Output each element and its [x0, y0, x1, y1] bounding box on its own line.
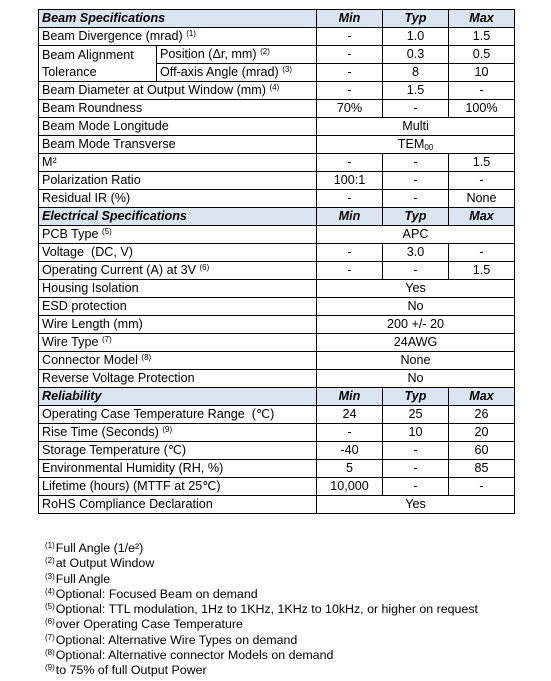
row-label: Polarization Ratio [39, 172, 317, 190]
footnotes [45, 541, 478, 679]
table-row [39, 100, 515, 118]
max-value: 1.5 [449, 28, 515, 46]
min-value: - [317, 244, 383, 262]
table-row [39, 352, 515, 370]
table-row [39, 496, 515, 514]
merged-value: APC [317, 226, 515, 244]
table-row [39, 226, 515, 244]
table-row [39, 172, 515, 190]
table-row [39, 478, 515, 496]
min-value: - [317, 262, 383, 280]
row-label: Beam Roundness [39, 100, 317, 118]
footnote: $^{(9)}$to 75% of full Output Power [45, 663, 207, 678]
row-label: Operating Case Temperature Range (℃) [39, 406, 317, 424]
min-value: 10,000 [317, 478, 383, 496]
typ-value: - [383, 154, 449, 172]
min-value: 24 [317, 406, 383, 424]
max-value: 85 [449, 460, 515, 478]
max-value: 1.5 [449, 154, 515, 172]
max-value: 10 [449, 64, 515, 82]
max-header: Max [449, 388, 515, 406]
merged-value: Yes [317, 496, 515, 514]
table-row [39, 280, 515, 298]
typ-value: - [383, 460, 449, 478]
min-value: - [317, 46, 383, 64]
typ-value: 10 [383, 424, 449, 442]
merged-value: $TEM_{00}$ [317, 136, 515, 154]
min-header: Min [317, 388, 383, 406]
row-label: ESD protection [39, 298, 317, 316]
spec-sheet [38, 9, 514, 514]
footnote-mark: (1) [186, 29, 196, 38]
footnote: $^{(6)}$over Operating Case Temperature [45, 617, 243, 632]
max-value: None [449, 190, 515, 208]
max-value: 20 [449, 424, 515, 442]
footnote-mark: (8) [141, 353, 152, 362]
merged-value: Yes [317, 280, 515, 298]
electrical-header-row [39, 208, 515, 226]
min-value: 70% [317, 100, 383, 118]
row-label: RoHS Compliance Declaration [39, 496, 317, 514]
merged-value: Multi [317, 118, 515, 136]
typ-value: - [383, 190, 449, 208]
typ-header: Typ [383, 388, 449, 406]
section-title: Beam Specifications [39, 10, 317, 28]
merged-value: 200 +/- 20 [317, 316, 515, 334]
table-row [39, 298, 515, 316]
typ-value: 1.0 [383, 28, 449, 46]
beam-header-row [39, 10, 515, 28]
row-label: Housing Isolation [39, 280, 317, 298]
section-title: Reliability [39, 388, 317, 406]
footnote-mark: (4) [269, 83, 280, 92]
merged-value: No [317, 298, 515, 316]
footnote: $^{(4)}$Optional: Focused Beam on demand [45, 586, 258, 601]
min-value: - [317, 154, 383, 172]
table-row [39, 262, 515, 280]
table-row [39, 190, 515, 208]
spec-table [38, 9, 515, 514]
table-row [39, 316, 515, 334]
footnote-mark: (9) [162, 425, 173, 434]
table-row [39, 334, 515, 352]
row-label: M² [39, 154, 317, 172]
row-label: Storage Temperature (℃) [39, 442, 317, 460]
merged-value: 24AWG [317, 334, 515, 352]
max-value: - [449, 172, 515, 190]
row-label: Wire Length (mm) [39, 316, 317, 334]
typ-value: - [383, 262, 449, 280]
footnote-mark: (6) [199, 263, 210, 272]
max-value: 1.5 [449, 262, 515, 280]
min-value: - [317, 190, 383, 208]
row-label: Reverse Voltage Protection [39, 370, 317, 388]
min-value: - [317, 28, 383, 46]
typ-header: Typ [383, 10, 449, 28]
max-header: Max [449, 10, 515, 28]
table-row [39, 460, 515, 478]
table-row [39, 28, 515, 46]
typ-header: Typ [383, 208, 449, 226]
row-label: Beam Alignment Tolerance [39, 46, 157, 82]
section-title: Electrical Specifications [39, 208, 317, 226]
max-header: Max [449, 208, 515, 226]
typ-value: 3.0 [383, 244, 449, 262]
min-value: -40 [317, 442, 383, 460]
table-row [39, 136, 515, 154]
row-sublabel: Off-axis Angle (mrad) $^{(3)}$ [157, 64, 317, 82]
footnote-mark: (3) [282, 65, 293, 74]
row-sublabel: Position (Δr, mm) $^{(2)}$ [157, 46, 317, 64]
row-label: Operating Current (A) at 3V $^{(6)}$ [39, 262, 317, 280]
table-row [39, 424, 515, 442]
max-value: - [449, 244, 515, 262]
row-label: Residual IR (%) [39, 190, 317, 208]
row-label: Voltage (DC, V) [39, 244, 317, 262]
max-value: 26 [449, 406, 515, 424]
max-value: 60 [449, 442, 515, 460]
min-value: - [317, 64, 383, 82]
merged-value: None [317, 352, 515, 370]
footnote-mark: (7) [101, 335, 112, 344]
row-label: Beam Diameter at Output Window (mm) $^{(4)}$ [39, 82, 317, 100]
max-value: - [449, 478, 515, 496]
footnote: $^{(7)}$Optional: Alternative Wire Types on demand [45, 632, 298, 647]
row-label: Lifetime (hours) (MTTF at 25℃) [39, 478, 317, 496]
table-row [39, 442, 515, 460]
table-row [39, 46, 515, 64]
min-header: Min [317, 10, 383, 28]
typ-value: 25 [383, 406, 449, 424]
typ-value: - [383, 478, 449, 496]
row-label: PCB Type $^{(5)}$ [39, 226, 317, 244]
min-value: - [317, 424, 383, 442]
row-label: Beam Divergence (mrad) $^{(1)}$ [39, 28, 317, 46]
typ-value: - [383, 100, 449, 118]
typ-value: 1.5 [383, 82, 449, 100]
max-value: 0.5 [449, 46, 515, 64]
table-row [39, 244, 515, 262]
min-value: - [317, 82, 383, 100]
typ-value: - [383, 172, 449, 190]
footnote: $^{(2)}$at Output Window [45, 556, 155, 571]
footnote: $^{(1)}$Full Angle (1/e²) [45, 541, 144, 555]
merged-value: No [317, 370, 515, 388]
table-row [39, 154, 515, 172]
table-row [39, 406, 515, 424]
table-row [39, 118, 515, 136]
footnote-mark: (2) [260, 47, 270, 56]
footnote-mark: (5) [101, 227, 112, 236]
max-value: - [449, 82, 515, 100]
reliability-header-row [39, 388, 515, 406]
min-value: 100:1 [317, 172, 383, 190]
table-row [39, 370, 515, 388]
typ-value: 0.3 [383, 46, 449, 64]
table-row [39, 82, 515, 100]
row-label: Beam Mode Transverse [39, 136, 317, 154]
row-label: Connector Model $^{(8)}$ [39, 352, 317, 370]
footnote: $^{(5)}$Optional: TTL modulation, 1Hz to 1KHz, 1KHz to 10kHz, or higher on request [45, 602, 478, 617]
footnote: $^{(3)}$Full Angle [45, 571, 111, 586]
typ-value: 8 [383, 64, 449, 82]
min-header: Min [317, 208, 383, 226]
row-label: Environmental Humidity (RH, %) [39, 460, 317, 478]
row-label: Beam Mode Longitude [39, 118, 317, 136]
typ-value: - [383, 442, 449, 460]
min-value: 5 [317, 460, 383, 478]
max-value: 100% [449, 100, 515, 118]
row-label: Rise Time (Seconds) $^{(9)}$ [39, 424, 317, 442]
footnote: $^{(8)}$Optional: Alternative connector Models on demand [45, 648, 334, 663]
row-label: Wire Type $^{(7)}$ [39, 334, 317, 352]
